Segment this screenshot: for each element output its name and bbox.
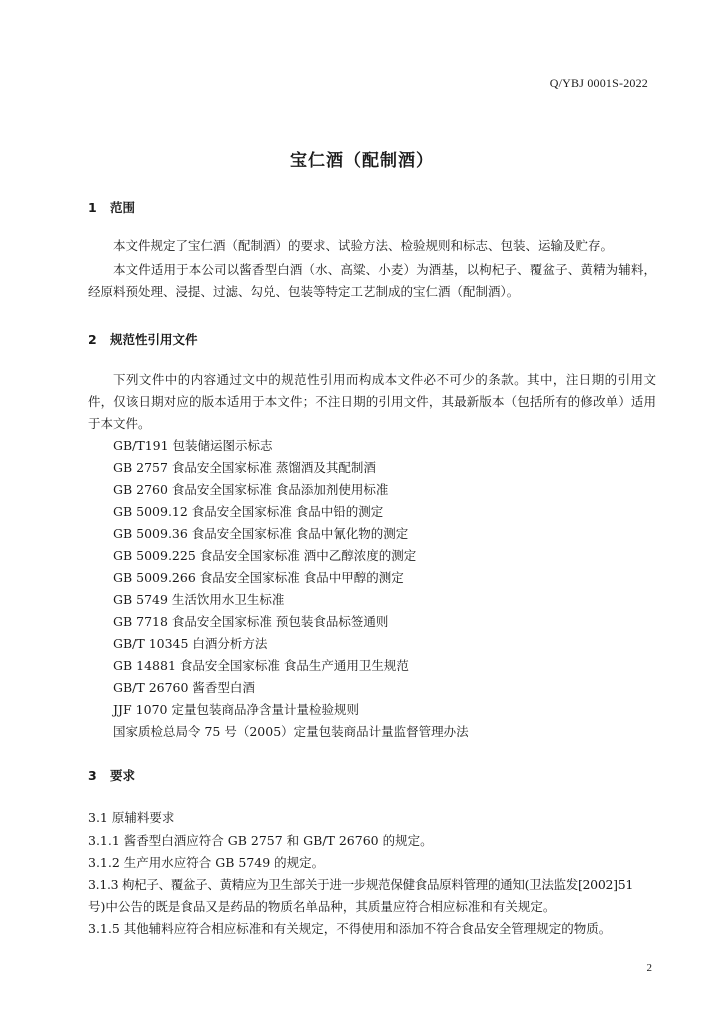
clause-3-1-1: 3.1.1 酱香型白酒应符合 GB 2757 和 GB/T 26760 的规定。 [88,833,433,848]
section-1-paragraph-1: 本文件规定了宝仁酒（配制酒）的要求、试验方法、检验规则和标志、包装、运输及贮存。 [113,238,614,253]
document-title: 宝仁酒（配制酒） [290,151,434,171]
section-1-number: 1 [88,200,97,215]
clause-3-1-5: 3.1.5 其他辅料应符合相应标准和有关规定，不得使用和添加不符合食品安全管理规定的物质。 [88,921,612,936]
reference-item: GB 2757 食品安全国家标准 蒸馏酒及其配制酒 [113,460,376,475]
reference-item: GB 5009.266 食品安全国家标准 食品中甲醇的测定 [113,570,404,585]
clause-3-1: 3.1 原辅料要求 [88,810,175,825]
reference-item: GB 5749 生活饮用水卫生标准 [113,592,285,607]
section-2-title: 规范性引用文件 [110,332,198,347]
document-code: Q/YBJ 0001S-2022 [549,76,648,90]
section-2-heading [88,330,198,348]
section-2-intro: 下列文件中的内容通过文中的规范性引用而构成本文件必不可少的条款。其中，注日期的引用文件，仅该日期对应的版本适用于本文件；不注日期的引用文件，其最新版本（包括所有的修改单）适用于本文件。 [88,372,656,431]
section-1-heading [88,198,135,216]
reference-item: GB/T 10345 白酒分析方法 [113,636,268,651]
section-3-heading [88,766,135,784]
section-1-title: 范围 [110,200,136,215]
section-3-number: 3 [88,768,97,783]
reference-item: GB 14881 食品安全国家标准 食品生产通用卫生规范 [113,658,409,673]
reference-item: GB/T 26760 酱香型白酒 [113,680,255,695]
reference-item: GB 2760 食品安全国家标准 食品添加剂使用标准 [113,482,389,497]
clause-3-1-3: 3.1.3 枸杞子、覆盆子、黄精应为卫生部关于进一步规范保健食品原料管理的通知(卫法监发[2002]51 [88,877,634,892]
reference-item: 国家质检总局令 75 号（2005）定量包装商品计量监督管理办法 [113,724,469,739]
reference-item: GB 5009.12 食品安全国家标准 食品中铅的测定 [113,504,384,519]
reference-item: JJF 1070 定量包装商品净含量计量检验规则 [113,702,359,717]
reference-item: GB/T191 包装储运图示标志 [113,438,273,453]
section-1-paragraph-2: 本文件适用于本公司以酱香型白酒（水、高粱、小麦）为酒基，以枸杞子、覆盆子、黄精为辅料，经原料预处理、浸提、过滤、勾兑、包装等特定工艺制成的宝仁酒（配制酒）。 [88,262,656,299]
clause-3-1-2: 3.1.2 生产用水应符合 GB 5749 的规定。 [88,855,325,870]
reference-item: GB 7718 食品安全国家标准 预包装食品标签通则 [113,614,389,629]
reference-item: GB 5009.225 食品安全国家标准 酒中乙醇浓度的测定 [113,548,417,563]
section-2-number: 2 [88,332,97,347]
page-number: 2 [646,962,652,974]
section-3-title: 要求 [110,768,136,783]
clause-3-1-3-continued: 号)中公告的既是食品又是药品的物质名单品种，其质量应符合相应标准和有关规定。 [88,899,556,914]
reference-item: GB 5009.36 食品安全国家标准 食品中氰化物的测定 [113,526,409,541]
